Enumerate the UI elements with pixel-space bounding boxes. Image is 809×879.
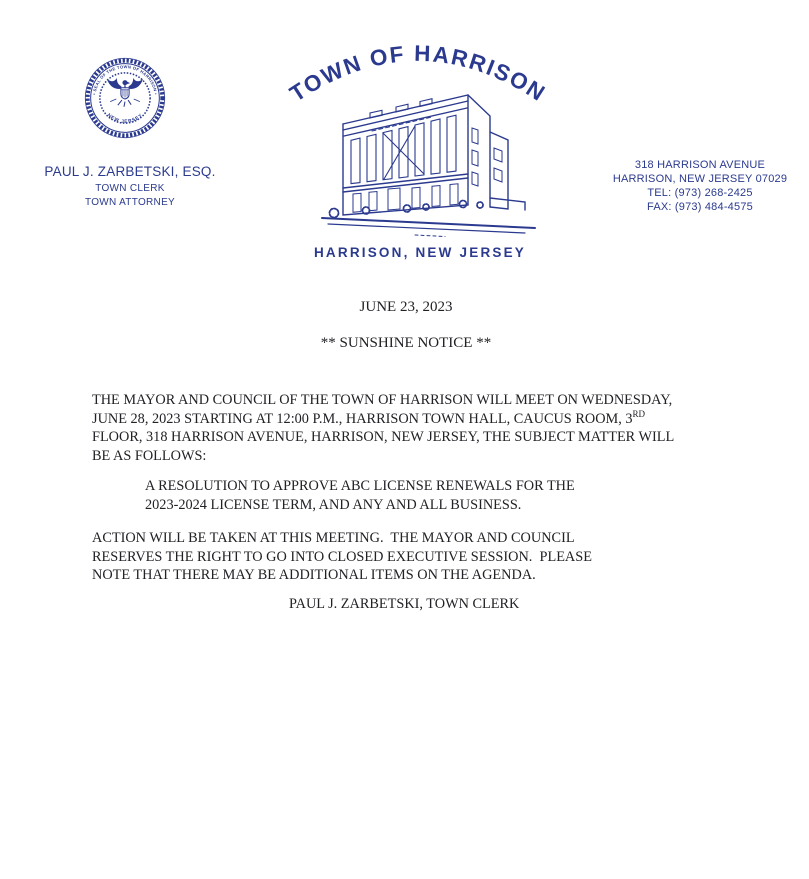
signature-line: PAUL J. ZARBETSKI, TOWN CLERK — [289, 596, 520, 612]
officials-block — [25, 164, 235, 208]
paragraph-line: BE AS FOLLOWS: — [92, 447, 207, 464]
town-seal-icon — [84, 57, 166, 139]
paragraph-line-text: JUNE 28, 2023 STARTING AT 12:00 P.M., HARRISON TOWN HALL, CAUCUS ROOM, 3 — [92, 410, 633, 427]
address-fax: FAX: (973) 484-4575 — [647, 201, 753, 213]
town-hall-illustration — [320, 86, 540, 238]
seal-bottom-text: NEW JERSEY — [105, 113, 145, 125]
meeting-paragraph — [92, 391, 752, 465]
city-line: HARRISON, NEW JERSEY — [313, 245, 527, 260]
resolution-line: 2023-2024 LICENSE TERM, AND ANY AND ALL BUSINESS. — [145, 496, 522, 513]
seal-top-text: • SEAL OF THE TOWN OF HARRISON • — [91, 64, 159, 96]
paragraph-line: RESERVES THE RIGHT TO GO INTO CLOSED EXECUTIVE SESSION. PLEASE — [92, 548, 592, 565]
action-paragraph — [92, 529, 752, 585]
floor-ordinal: RD — [632, 408, 646, 419]
paragraph-line: NOTE THAT THERE MAY BE ADDITIONAL ITEMS ON THE AGENDA. — [92, 567, 536, 583]
resolution-paragraph — [145, 477, 805, 514]
arch-title-text: TOWN OF HARRISON — [285, 40, 551, 107]
official-title-clerk: TOWN CLERK — [95, 182, 165, 194]
paragraph-line: ACTION WILL BE TAKEN AT THIS MEETING. THE MAYOR AND COUNCIL — [92, 530, 575, 546]
paragraph-line: THE MAYOR AND COUNCIL OF THE TOWN OF HARRISON WILL MEET ON WEDNESDAY, — [92, 392, 673, 408]
eagle-icon — [107, 78, 143, 107]
notice-title: ** SUNSHINE NOTICE ** — [320, 335, 492, 351]
official-name: PAUL J. ZARBETSKI, ESQ. — [44, 164, 216, 179]
paragraph-line: FLOOR, 318 HARRISON AVENUE, HARRISON, NEW JERSEY, THE SUBJECT MATTER WILL — [92, 429, 675, 445]
address-block — [600, 158, 800, 214]
address-street: 318 HARRISON AVENUE — [634, 159, 766, 171]
official-title-attorney: TOWN ATTORNEY — [84, 197, 176, 208]
paragraph-line — [92, 410, 752, 429]
letter-date: JUNE 23, 2023 — [359, 299, 453, 315]
address-city: HARRISON, NEW JERSEY 07029 — [612, 173, 788, 185]
address-tel: TEL: (973) 268-2425 — [647, 187, 753, 199]
resolution-line: A RESOLUTION TO APPROVE ABC LICENSE RENEWALS FOR THE — [145, 478, 575, 494]
